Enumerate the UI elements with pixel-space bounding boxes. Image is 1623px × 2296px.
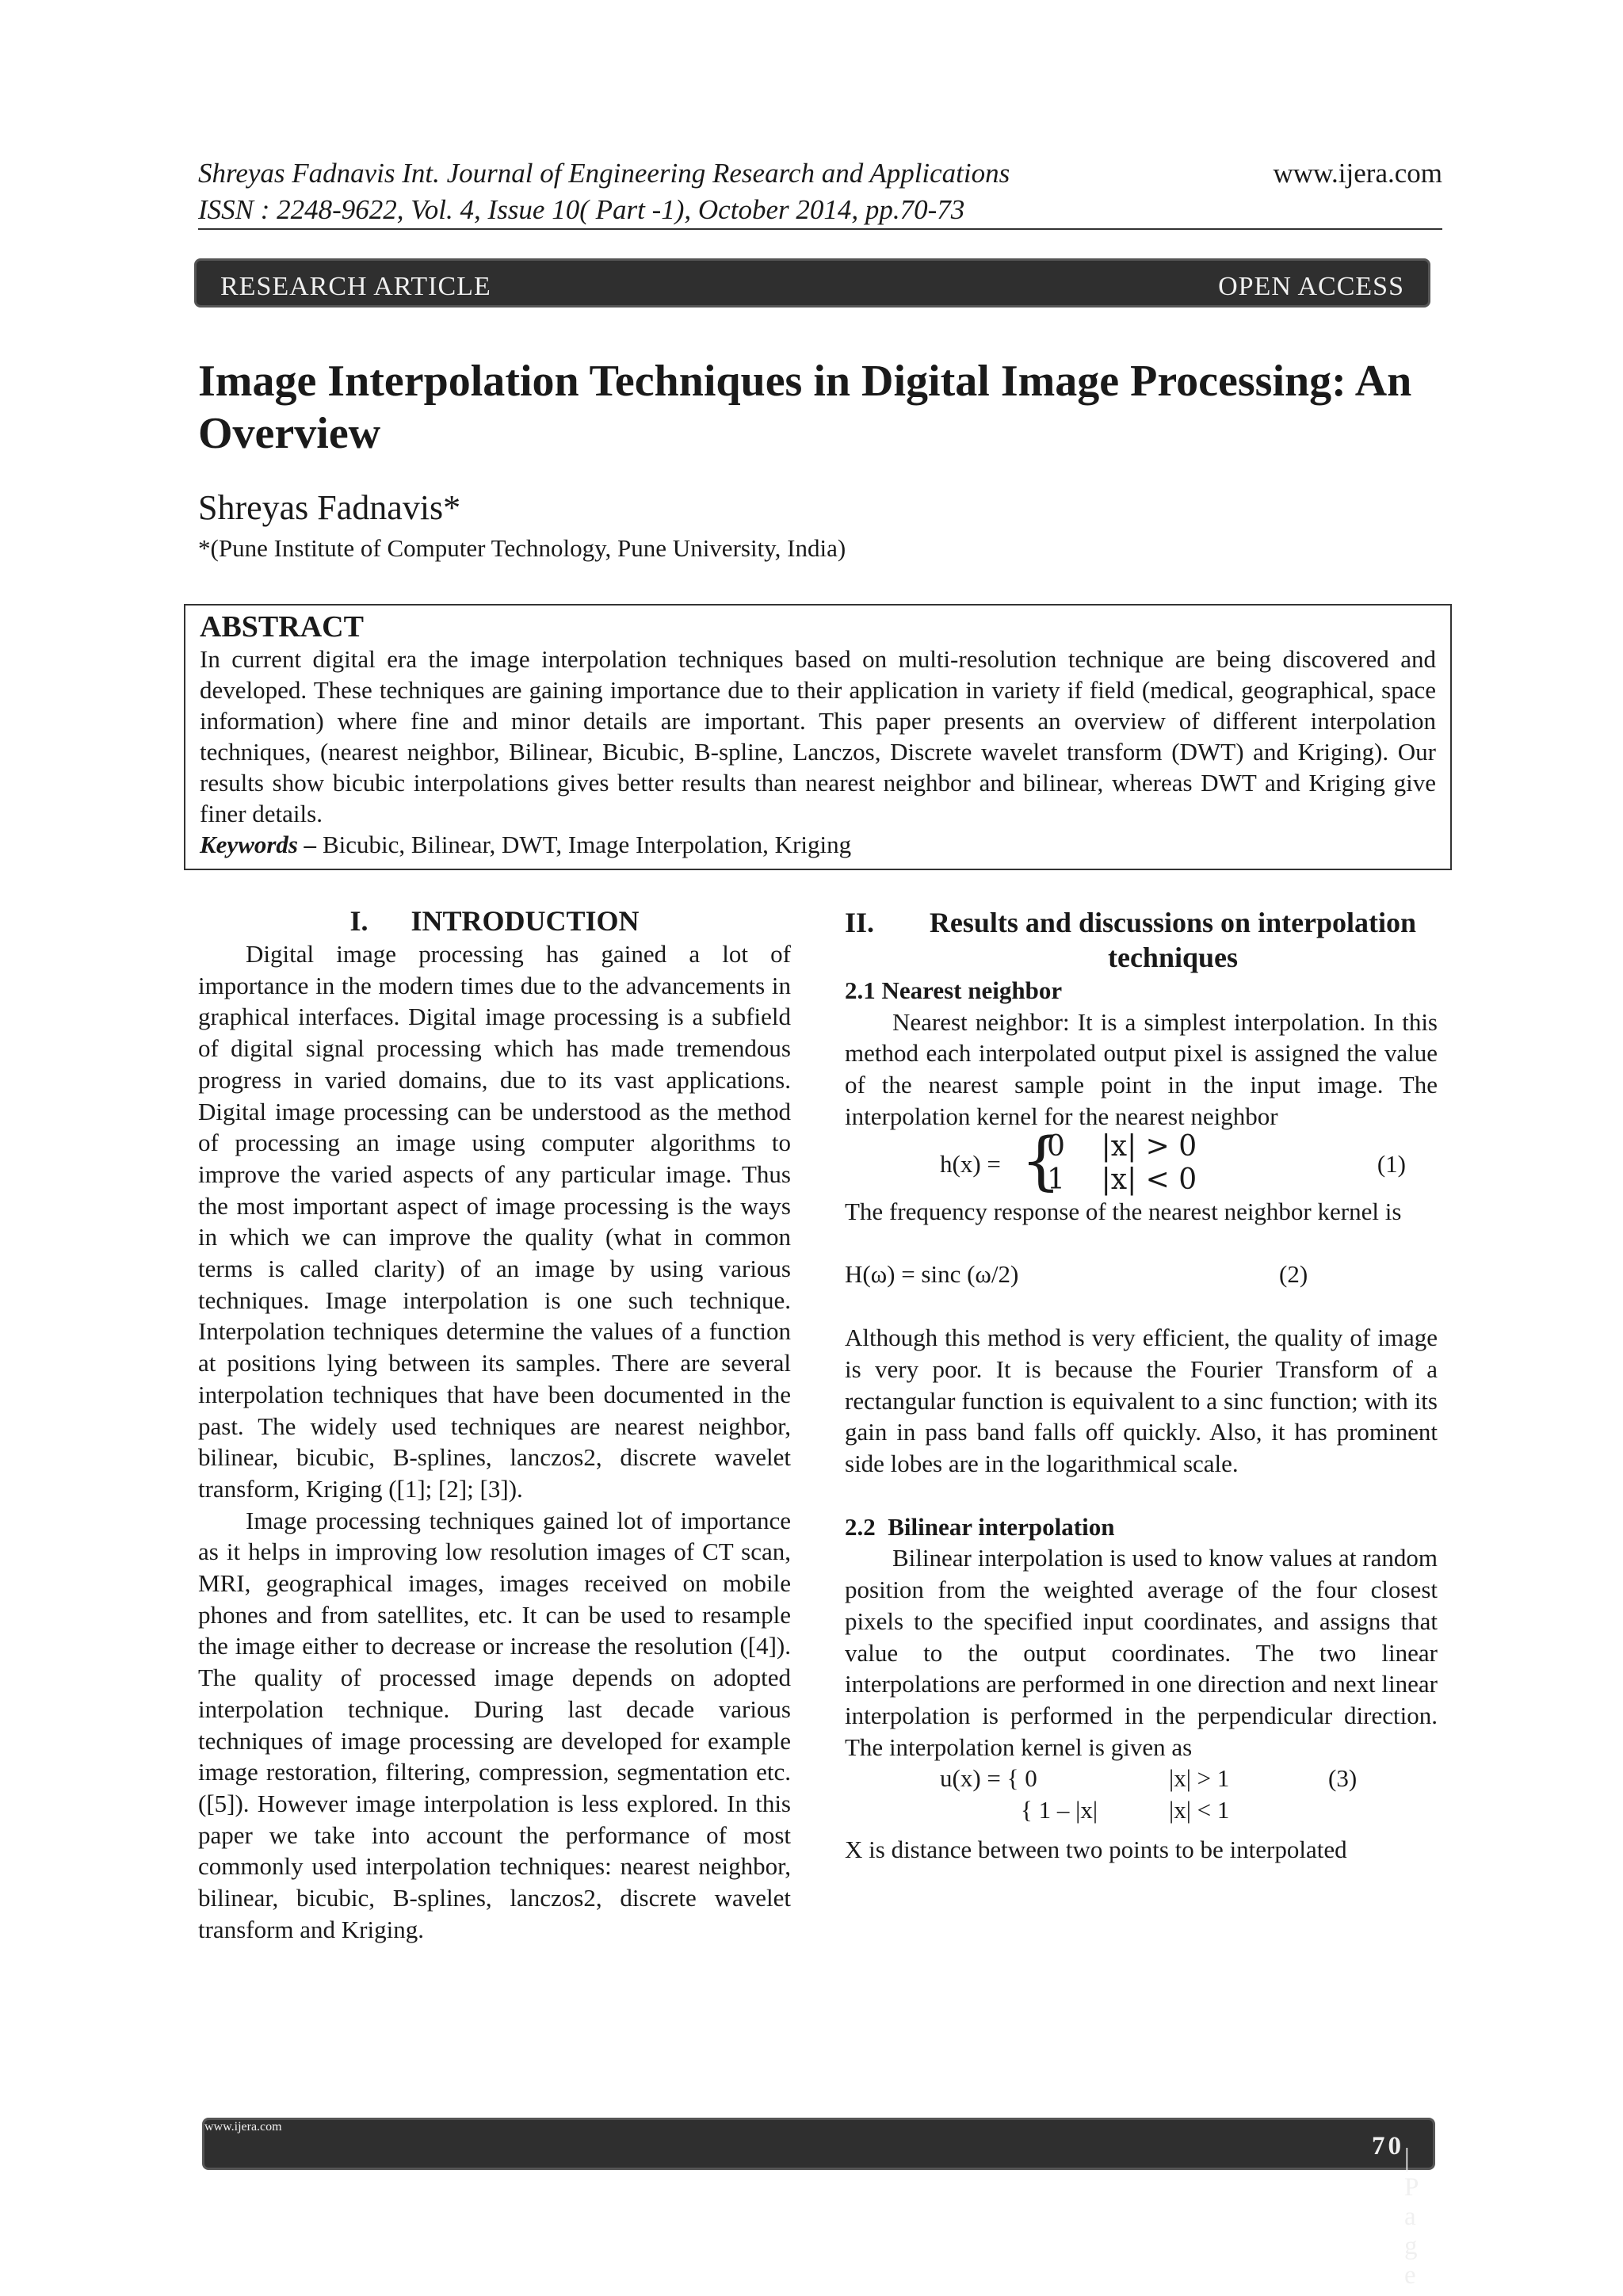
eq1-brace: { xyxy=(1021,1123,1061,1198)
bilinear-paragraph-2: X is distance between two points to be interpolated xyxy=(845,1836,1347,1864)
author-affiliation: *(Pune Institute of Computer Technology, Pune University, India) xyxy=(198,534,846,562)
banner-research-article: RESEARCH ARTICLE xyxy=(220,272,491,301)
spacer xyxy=(845,1480,1438,1511)
abstract-text: In current digital era the image interpolation techniques based on multi-resolution technique are being discovered and developed. These techniques are gaining importance due to their application in variety if field (medical, geographical, space information) where fine and minor details are important. This paper presents an overview of different interpolation techniques, (nearest neighbor, Bilinear, Bicubic, B-spline, Lanczos, Discrete wavelet transform (DWT) and Kriging). Our results show bicubic interpolations gives better results than nearest neighbor and bilinear, whereas DWT and Kriging give finer details. xyxy=(200,645,1436,827)
running-header xyxy=(198,155,1442,228)
equation-2 xyxy=(845,1259,1438,1290)
eq2-number: (2) xyxy=(1279,1260,1308,1289)
abstract-heading: ABSTRACT xyxy=(200,610,364,644)
eq1-number: (1) xyxy=(1377,1149,1406,1178)
journal-line-2: ISSN : 2248-9622, Vol. 4, Issue 10( Part -1), October 2014, pp.70-73 xyxy=(198,194,965,225)
abstract-box xyxy=(184,604,1452,870)
author-name: Shreyas Fadnavis* xyxy=(198,488,461,527)
footer-page-number xyxy=(1372,2132,1419,2290)
bilinear-paragraph-1: Bilinear interpolation is used to know values at random position from the weighted average of the four closest pixels to the specified input coordinates, and assigns that value to the output coordinates. The two linear interpolations are performed in one direction and next linear interpolation is performed in the perpendicular direction. The interpolation kernel is given as xyxy=(845,1544,1438,1761)
bilinear-heading: 2.2 Bilinear interpolation xyxy=(845,1512,1115,1541)
intro-heading: I. INTRODUCTION xyxy=(349,905,640,937)
page-footer xyxy=(202,2118,1435,2290)
header-website-link[interactable]: www.ijera.com xyxy=(1273,158,1442,189)
results-heading-number: II. xyxy=(845,907,875,938)
page-label: | P a g e xyxy=(1404,2144,1419,2290)
equation-1 xyxy=(845,1123,1438,1198)
header-divider xyxy=(198,228,1442,230)
eq2-text: H(ω) = sinc (ω/2) xyxy=(845,1260,1019,1289)
nn-paragraph-3: Although this method is very efficient, the quality of image is very poor. It is because the Fourier Transform of a rectangular function is equivalent to a sinc function; with its gain in pass band falls off quickly. Also, it has prominent side lobes are in the logarithmical scale. xyxy=(845,1324,1438,1478)
footer-website-link[interactable]: www.ijera.com xyxy=(204,2120,282,2134)
page-number: 70 xyxy=(1372,2132,1404,2160)
article-banner xyxy=(194,258,1430,308)
nn-paragraph-1: Nearest neighbor: It is a simplest interpolation. In this method each interpolated output pixel is assigned the value of the nearest sample point in the input image. The interpolation kernel for the nearest neighbor xyxy=(845,1007,1438,1130)
spacer xyxy=(845,1227,1438,1259)
nn-paragraph-2: The frequency response of the nearest neighbor kernel is xyxy=(845,1197,1402,1225)
eq3-row-2: { 1 – |x| xyxy=(1021,1796,1098,1824)
nn-heading: 2.1 Nearest neighbor xyxy=(845,976,1063,1004)
eq1-lhs: h(x) = xyxy=(940,1149,1001,1178)
equation-3 xyxy=(845,1763,1438,1826)
keywords-list: Bicubic, Bilinear, DWT, Image Interpolation, Kriging xyxy=(316,831,852,858)
journal-line-1: Shreyas Fadnavis Int. Journal of Engineering Research and Applications xyxy=(198,158,1010,189)
intro-paragraph-2: Image processing techniques gained lot of importance as it helps in improving low resolution images of CT scan, MRI, geographical images, images received on mobile phones and from satellites, etc. It can be used to resample the image either to decrease or increase the resolution ([4]). The quality of processed image depends on adopted interpolation technique. During last decade various techniques of image processing are developed for example image restoration, filtering, compression, segmentation etc. ([5]). However image interpolation is less explored. In this paper we take into account the performance of most commonly used interpolation techniques: nearest neighbor, bilinear, bicubic, B-splines, lanczos2, discrete wavelet transform and Kriging. xyxy=(198,1506,791,1943)
eq3-cond-2: |x| < 1 xyxy=(1169,1796,1230,1824)
eq1-case-1: 0 |x| > 0 xyxy=(1047,1129,1197,1163)
results-heading xyxy=(845,905,1438,975)
eq1-case-2: 1 |x| < 0 xyxy=(1047,1163,1197,1196)
spacer xyxy=(845,1826,1438,1834)
paper-title: Image Interpolation Techniques in Digital Image Processing: An Overview xyxy=(198,357,1412,458)
right-column xyxy=(845,905,1438,1866)
eq3-number: (3) xyxy=(1328,1764,1358,1793)
banner-open-access: OPEN ACCESS xyxy=(1218,272,1404,301)
eq3-lhs: u(x) = { 0 xyxy=(940,1764,1037,1793)
keywords-label: Keywords – xyxy=(200,831,317,858)
spacer xyxy=(845,1290,1438,1322)
eq3-cond-1: |x| > 1 xyxy=(1169,1764,1230,1793)
intro-paragraph-1: Digital image processing has gained a lot of importance in the modern times due to the advancements in graphical interfaces. Digital image processing is a subfield of digital signal processing which has made tremendous progress in varied domains, due to its vast applications. Digital image processing can be understood as the method of processing an image using computer algorithms to improve the varied aspects of any particular image. Thus the most important aspect of image processing is the ways in which we can improve the quality (what in common terms is called clarity) of an image by using various techniques. Image interpolation is one such technique. Interpolation techniques determine the values of a function at positions lying between its samples. There are several interpolation techniques that have been documented in the past. The widely used techniques are nearest neighbor, bilinear, bicubic, B-splines, lanczos2, discrete wavelet transform, Kriging ([1]; [2]; [3]). xyxy=(198,940,791,1503)
results-heading-text: Results and discussions on interpolation techniques xyxy=(929,907,1417,973)
left-column xyxy=(198,904,791,1946)
keywords xyxy=(200,829,1436,860)
